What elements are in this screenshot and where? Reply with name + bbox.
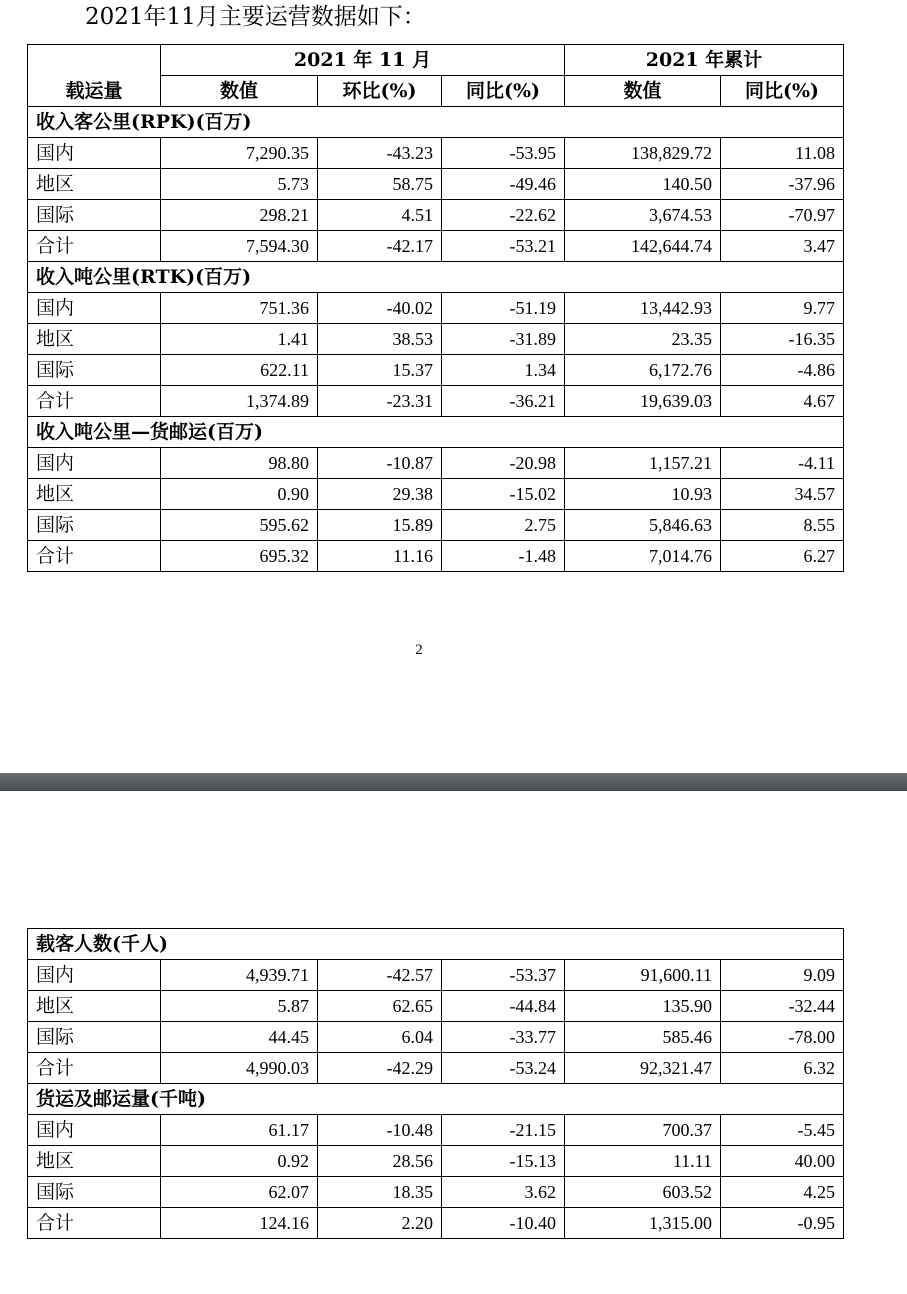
ytd-value-cell: 91,600.11 [565,960,721,991]
month-yoy-cell: -20.98 [442,448,565,479]
table-row [28,169,844,200]
month-value-cell: 44.45 [161,1022,318,1053]
ytd-yoy-cell: -70.97 [721,200,844,231]
corner-header: 载运量 [28,45,161,107]
row-label: 国内 [28,1115,161,1146]
month-yoy-cell: -15.13 [442,1146,565,1177]
month-value-cell: 7,290.35 [161,138,318,169]
ytd-value-cell: 140.50 [565,169,721,200]
section-title: 收入吨公里—货邮运(百万) [28,417,844,448]
table-row [28,1177,844,1208]
month-value-cell: 4,990.03 [161,1053,318,1084]
row-label: 国际 [28,1177,161,1208]
month-mom-cell: 15.37 [318,355,442,386]
ytd-yoy-header: 同比(%) [721,76,844,107]
month-yoy-cell: -36.21 [442,386,565,417]
month-mom-cell: 11.16 [318,541,442,572]
month-value-cell: 298.21 [161,200,318,231]
month-value-cell: 62.07 [161,1177,318,1208]
month-yoy-cell: -15.02 [442,479,565,510]
ytd-yoy-cell: -32.44 [721,991,844,1022]
table-row [28,448,844,479]
ytd-yoy-cell: 9.77 [721,293,844,324]
table-row [28,510,844,541]
row-label: 地区 [28,479,161,510]
ytd-yoy-cell: 9.09 [721,960,844,991]
ytd-yoy-cell: -78.00 [721,1022,844,1053]
table-body [28,45,844,572]
month-value-cell: 1,374.89 [161,386,318,417]
month-mom-cell: -23.31 [318,386,442,417]
month-value-cell: 1.41 [161,324,318,355]
month-mom-cell: 15.89 [318,510,442,541]
section-row [28,929,844,960]
table-row [28,991,844,1022]
section-row [28,107,844,138]
month-value-cell: 5.73 [161,169,318,200]
row-label: 地区 [28,991,161,1022]
ytd-group-header: 2021 年累计 [565,45,844,76]
ytd-value-cell: 11.11 [565,1146,721,1177]
month-mom-cell: -42.29 [318,1053,442,1084]
month-value-cell: 622.11 [161,355,318,386]
month-mom-cell: 29.38 [318,479,442,510]
row-label: 国内 [28,960,161,991]
table-row [28,355,844,386]
month-yoy-cell: -1.48 [442,541,565,572]
ytd-yoy-cell: -16.35 [721,324,844,355]
row-label: 国内 [28,138,161,169]
month-yoy-cell: -21.15 [442,1115,565,1146]
ytd-yoy-cell: 6.27 [721,541,844,572]
month-mom-cell: 38.53 [318,324,442,355]
ytd-value-cell: 138,829.72 [565,138,721,169]
section-title: 载客人数(千人) [28,929,844,960]
month-mom-header: 环比(%) [318,76,442,107]
month-mom-cell: -42.17 [318,231,442,262]
row-label: 合计 [28,1208,161,1239]
ytd-yoy-cell: -0.95 [721,1208,844,1239]
ytd-yoy-cell: -37.96 [721,169,844,200]
ytd-value-cell: 603.52 [565,1177,721,1208]
month-yoy-cell: -53.24 [442,1053,565,1084]
section-title: 收入吨公里(RTK)(百万) [28,262,844,293]
ytd-value-header: 数值 [565,76,721,107]
month-mom-cell: -10.87 [318,448,442,479]
month-yoy-cell: -53.95 [442,138,565,169]
month-yoy-cell: -49.46 [442,169,565,200]
ytd-value-cell: 585.46 [565,1022,721,1053]
ytd-value-cell: 700.37 [565,1115,721,1146]
ytd-yoy-cell: -4.86 [721,355,844,386]
table-row [28,386,844,417]
month-mom-cell: -42.57 [318,960,442,991]
month-yoy-cell: 1.34 [442,355,565,386]
month-value-cell: 751.36 [161,293,318,324]
month-yoy-cell: -53.21 [442,231,565,262]
header-row-groups [28,45,844,76]
intro-text: 2021年11月主要运营数据如下： [85,4,426,30]
table-row [28,1208,844,1239]
month-yoy-cell: -22.62 [442,200,565,231]
ytd-value-cell: 142,644.74 [565,231,721,262]
month-value-cell: 0.92 [161,1146,318,1177]
month-mom-cell: 62.65 [318,991,442,1022]
row-label: 合计 [28,386,161,417]
table-row [28,479,844,510]
month-value-cell: 124.16 [161,1208,318,1239]
ytd-value-cell: 23.35 [565,324,721,355]
month-value-cell: 7,594.30 [161,231,318,262]
ytd-value-cell: 135.90 [565,991,721,1022]
month-yoy-header: 同比(%) [442,76,565,107]
row-label: 合计 [28,541,161,572]
table-row [28,200,844,231]
section-title: 收入客公里(RPK)(百万) [28,107,844,138]
month-value-cell: 61.17 [161,1115,318,1146]
row-label: 国际 [28,1022,161,1053]
row-label: 国际 [28,510,161,541]
table-row [28,1053,844,1084]
ytd-value-cell: 13,442.93 [565,293,721,324]
table-row [28,541,844,572]
page-separator [0,773,907,791]
month-group-header: 2021 年 11 月 [161,45,565,76]
month-value-cell: 0.90 [161,479,318,510]
table-row [28,324,844,355]
month-yoy-cell: -10.40 [442,1208,565,1239]
ytd-yoy-cell: 6.32 [721,1053,844,1084]
month-yoy-cell: 3.62 [442,1177,565,1208]
ytd-value-cell: 10.93 [565,479,721,510]
month-value-cell: 695.32 [161,541,318,572]
page-number: 2 [415,642,423,658]
month-value-cell: 5.87 [161,991,318,1022]
row-label: 国际 [28,355,161,386]
ytd-value-cell: 6,172.76 [565,355,721,386]
section-row [28,417,844,448]
ytd-yoy-cell: 11.08 [721,138,844,169]
table-row [28,1022,844,1053]
month-mom-cell: 4.51 [318,200,442,231]
month-mom-cell: -40.02 [318,293,442,324]
month-yoy-cell: -51.19 [442,293,565,324]
table-row [28,138,844,169]
section-title: 货运及邮运量(千吨) [28,1084,844,1115]
operating-data-table-page1 [27,44,844,572]
ytd-yoy-cell: 4.25 [721,1177,844,1208]
month-value-cell: 4,939.71 [161,960,318,991]
ytd-yoy-cell: 8.55 [721,510,844,541]
ytd-value-cell: 92,321.47 [565,1053,721,1084]
ytd-yoy-cell: 4.67 [721,386,844,417]
month-mom-cell: 18.35 [318,1177,442,1208]
operating-data-table-page2 [27,928,844,1239]
month-yoy-cell: -44.84 [442,991,565,1022]
month-value-cell: 595.62 [161,510,318,541]
ytd-value-cell: 7,014.76 [565,541,721,572]
month-mom-cell: 2.20 [318,1208,442,1239]
ytd-yoy-cell: 40.00 [721,1146,844,1177]
table-row [28,960,844,991]
table-row [28,293,844,324]
month-mom-cell: 6.04 [318,1022,442,1053]
ytd-value-cell: 1,157.21 [565,448,721,479]
month-value-header: 数值 [161,76,318,107]
month-mom-cell: -43.23 [318,138,442,169]
month-value-cell: 98.80 [161,448,318,479]
ytd-value-cell: 19,639.03 [565,386,721,417]
ytd-yoy-cell: 3.47 [721,231,844,262]
month-mom-cell: -10.48 [318,1115,442,1146]
section-row [28,262,844,293]
month-mom-cell: 28.56 [318,1146,442,1177]
ytd-yoy-cell: 34.57 [721,479,844,510]
month-yoy-cell: 2.75 [442,510,565,541]
ytd-value-cell: 3,674.53 [565,200,721,231]
row-label: 地区 [28,1146,161,1177]
ytd-yoy-cell: -4.11 [721,448,844,479]
month-yoy-cell: -53.37 [442,960,565,991]
row-label: 合计 [28,231,161,262]
row-label: 国际 [28,200,161,231]
table-row [28,1146,844,1177]
table-body [28,929,844,1239]
row-label: 国内 [28,293,161,324]
section-row [28,1084,844,1115]
table-row [28,1115,844,1146]
month-yoy-cell: -31.89 [442,324,565,355]
row-label: 地区 [28,169,161,200]
row-label: 国内 [28,448,161,479]
ytd-value-cell: 1,315.00 [565,1208,721,1239]
row-label: 地区 [28,324,161,355]
table-row [28,231,844,262]
row-label: 合计 [28,1053,161,1084]
month-yoy-cell: -33.77 [442,1022,565,1053]
ytd-value-cell: 5,846.63 [565,510,721,541]
ytd-yoy-cell: -5.45 [721,1115,844,1146]
month-mom-cell: 58.75 [318,169,442,200]
